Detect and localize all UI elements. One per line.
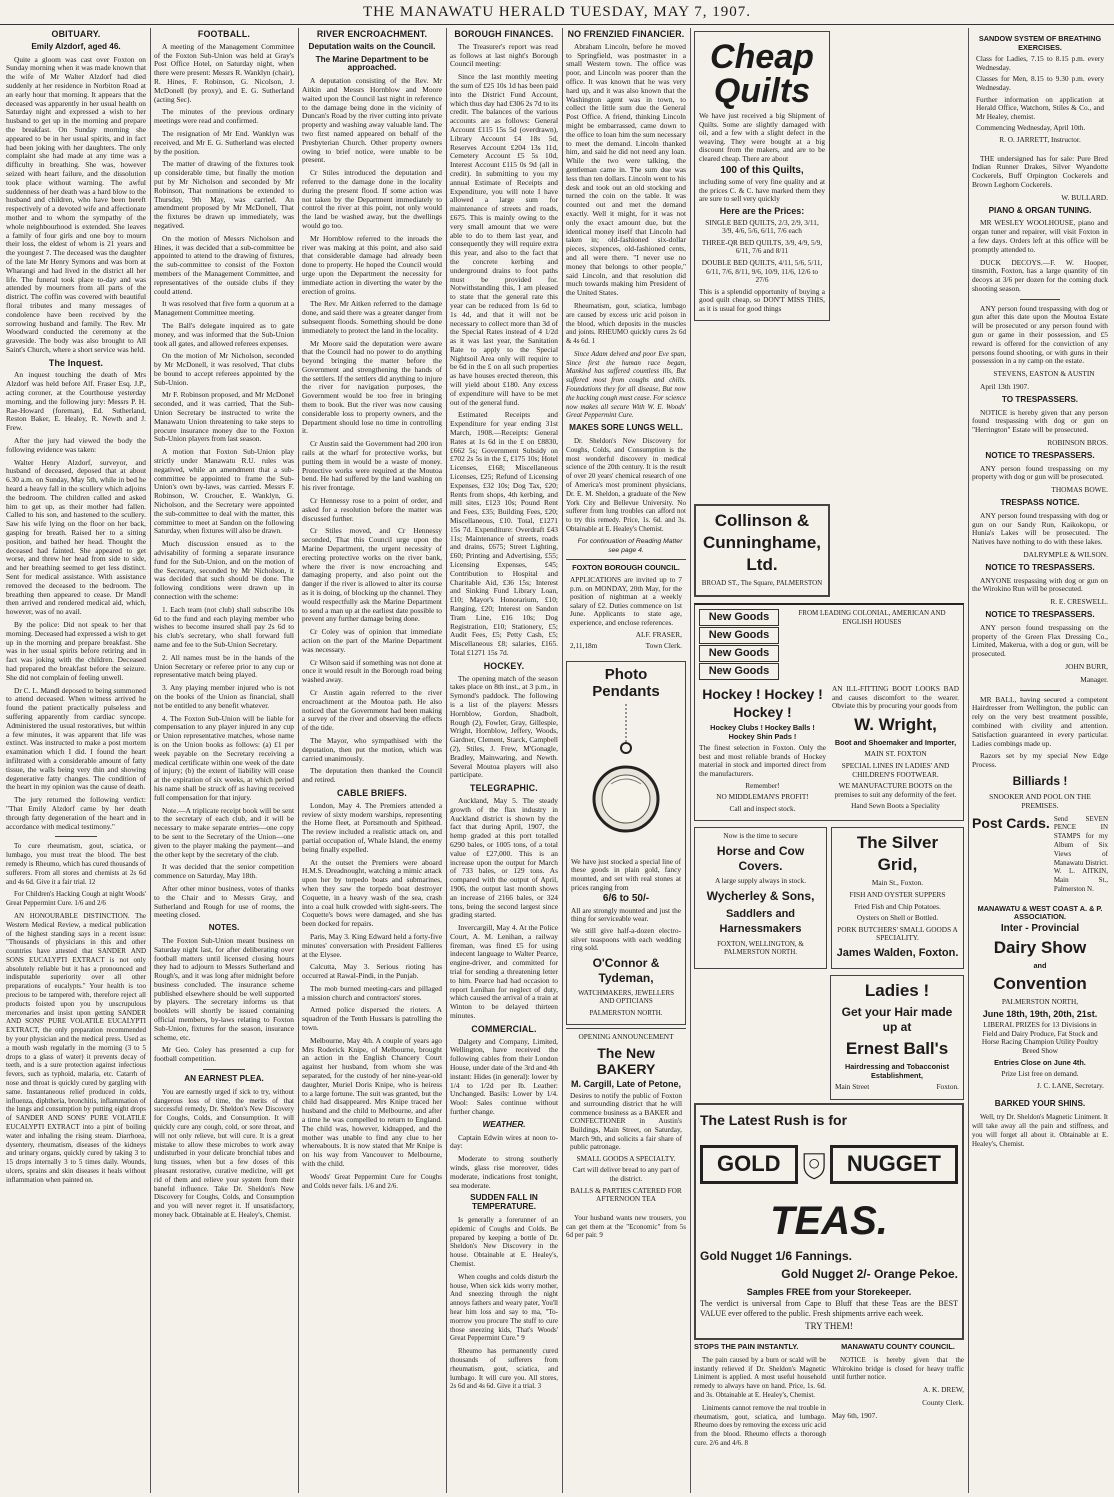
dalrymple-signature: DALRYMPLE & WILSON.: [1023, 550, 1108, 560]
continuation-note: For continuation of Reading Matter see page 4.: [577, 537, 683, 554]
association-title: MANAWATU & WEST COAST A. & P. ASSOCIATION.: [977, 903, 1103, 922]
divider: [203, 1069, 245, 1070]
entries-close: Entries Close on June 4th.: [994, 1057, 1086, 1067]
hockey-text: The opening match of the season takes place on 8th inst., at 3 p.m., in Symond's paddock. The following is a list of the players: Messrs Hornblow, Gordon, Shadbolt, Rough (2), Fowler, Gray, Gillespie, Wright, Hornblow, Jeffery, Woods, Gardner, Clement, Starck, Campbell (2), Stiles, J. Frew, M'Gonagle, Bradley, Mainwaring, and Newth. Several Moutoa players will also participate.: [450, 673, 558, 780]
inquest-text-1: An inquest touching the death of Mrs Alzdorf was held before Alf. Fraser Esq. J.P., acting coroner, at the Courthouse yesterday morning, and the following jury: Messrs P. H. Rae-Howard (foreman), Ed. Sutherland, Reston Baker, E. Healey, R. Newth and J. Frew.: [6, 370, 146, 433]
rheumo-text: Rheumo has permanently cured thousands of sufferers from rheumatism, gout, sciatica, and lumbago. It will cure you. All stores, 2s 6d and 4s 6d. Give it a trial. 3: [450, 1347, 558, 1391]
cable-text-6: Armed police dispersed the rioters. A squadron of the Tenth Hussars is patrolling the town.: [302, 1005, 442, 1033]
gold-box: GOLD: [700, 1145, 798, 1184]
verdict-text: The verdict is universal from Cape to Bluff that these Teas are the BEST VALUE ever offered to the public. Fresh shipments arrive each week.: [700, 1299, 958, 1319]
football-text-11: Much discussion ensued as to the advisability of forming a separate insurance fund for the Sub-Union, and on the motion of the Secretary, seconded by Mr Nicholson, it was decided that such should be done. The following conditions were drawn up in connection with the scheme:: [154, 539, 294, 602]
council-signature: ALF. FRASER,: [635, 629, 682, 639]
prices-single: SINGLE BED QUILTS, 2/3, 2/9, 3/11, 3/9, 4/6, 5/6, 6/11, 7/6 each: [705, 217, 819, 236]
heading-hockey: HOCKEY.: [483, 660, 525, 671]
hair-address: Main Street: [835, 1082, 870, 1092]
photo-price: 6/6 to 50/-: [602, 893, 650, 905]
pain-head: STOPS THE PAIN INSTANTLY.: [694, 1341, 799, 1351]
trespass-green-flax: ANY person found trespassing on the property of the Green Flax Dressing Co., Limited, Makerua, with a dog or gun, will be prosecuted.: [972, 622, 1108, 659]
samples-free: Samples FREE from your Storekeeper.: [746, 1286, 912, 1297]
try-them: TRY THEM!: [805, 1321, 853, 1332]
heading-river: RIVER ENCROACHMENT.: [316, 29, 428, 39]
council-title: FOXTON BOROUGH COUNCIL.: [572, 563, 680, 573]
lungs-text: Dr. Sheldon's New Discovery for Coughs, Colds, and Consumption is the most wonderful discovery in medical science of the 20th century. It is the result of over 20 years' chemical research of one of America's most prominent physicians, Dr. E. M. Sheldon, a graduate of the New York City and Bellevue University. No sufferer from lung troubles can afford not to try this remedy. Price, 1s. 6d. and 3s. Obtainable at E. Healey's Chemist.: [566, 437, 686, 534]
river-text-3: Mr Hornblow referred to the inroads the river was making at this point, and also said that considerable damage had already been done to property. He hoped the Council would urge upon the Department the necessity for immediate action in diverting the water by the erection of groins.: [302, 233, 442, 296]
heading-cable: CABLE BRIEFS.: [336, 787, 408, 798]
heading-inquest: The Inquest.: [48, 357, 104, 368]
shins-text: Well, try Dr. Sheldon's Magnetic Liniment. It will take away all the pain and stiffness, and you will forget all about it. Obtainable at E. Healey's, Chemist.: [972, 1113, 1108, 1148]
no-middleman: NO MIDDLEMAN'S PROFIT!: [716, 792, 809, 802]
notes-text-1: The Foxton Sub-Union meant business on Saturday night last, for after deliberating over football matters until licensed closing hours they had to adjourn to Messrs Sutherland and Rough's, and it was long after midnight before business concluded. The insurance scheme published elsewhere should be well supported by players. The secretary informs us that booklets will shortly be issued containing official members, by-laws relating to Foxton Sub-Union, fixtures for the season, insurance scheme, etc.: [154, 935, 294, 1042]
cable-text-8: Woods' Great Peppermint Cure for Coughs and Colds never fails. 1/6 and 2/6.: [302, 1172, 442, 1190]
heading-telegraphic: TELEGRAPHIC.: [470, 783, 538, 794]
football-text-17: It was decided that the senior competition commence on Saturday, May 18th.: [154, 862, 294, 881]
bakery-small: SMALL GOODS A SPECIALTY.: [576, 1153, 676, 1163]
show-secretary: J. C. LANE, Secretary.: [1036, 1080, 1104, 1090]
obituary-text: Quite a gloom was cast over Foxton on Sunday morning when it was made known that the wife of Mr Walter Alzdorf had died suddenly at her residence in Norbiton Road at an early hour that morning. It appears that the deceased was apparently in her usual health on Saturday night and expressed a wish to her husband to get up in the morning and prepare the breakfast. On Sunday morning she appeared to be in her usual spirits, and in fact had been joking with her daughters. The only complaint she had made at any time was a difficulty in breathing. She was, however seized with heart failure, and the dissolution took place without warning. The awful suddenness of her death was a hard blow to the husband and children, who have been bereft respectively of a devoted wife and affectionate mother and to whom the sympathy of the whole neighbourhood is extended. She leaves a family of four girls and one boy to mourn their loss, the eldest of whom is 21 years and the youngest 7. The deceased was the daughter of the late Mr Henry Symons and was born at Wharangi and had lived in the district all her life. The funeral took place to-day and was attended by mourners from all parts of the district. The coffin was covered with beautiful floral tributes and many messages of condolence have been received by the sorrowing husband and family. The Rev. Mr Woodward conducted the ceremony at the graveside. The body was also brought to All Saint's Church, where a short service was held.: [6, 54, 146, 354]
tele-text-1: Auckland, May 5. The steady growth of the flax industry in Auckland district is shown by the fact that during April, 1907, the hemp graded at this port totalled 6290 bales, or 1005 tons, of a total value of £27,000. This is an increase upon the output for March of 733 bales, or 129 tons. As compared with the output of April, 1906, the output last month shows an increase of 2166 bales, or 324 tons, being the second largest since grading started.: [450, 795, 558, 920]
photo-title: Photo Pendants: [592, 665, 660, 700]
duck-decoys: DUCK DECOYS.—F. W. Hooper, tinsmith, Foxton, has a large quantity of tin decoys at 3/6 per dozen for the coming duck shooting season.: [972, 257, 1108, 293]
cable-text-4: Calcutta, May 3. Serious rioting has occurred at Rawal-Pindi, in the Punjab.: [302, 962, 442, 981]
bowe-signature: THOMAS BOWE.: [1051, 485, 1108, 495]
photo-text-3: We still give half-a-dozen electro-silver teaspoons with each wedding ring sold.: [571, 925, 681, 953]
burr-signature: JOHN BURR,: [1065, 661, 1108, 671]
river-text-5: Mr Moore said the deputation were aware that the Council had no power to do anything beyond bringing the matter before the Government and strengthening the hands of the settlers. If the settlers did anything to injure the river for navigation purposes, the Government would be too free in bringing them to book. But the river was now causing considerable loss to property owners, and the Department should lose no time in controlling it.: [302, 338, 442, 436]
fish-suppers: FISH AND OYSTER SUPPERS: [849, 890, 946, 899]
county-date: May 6th, 1907.: [832, 1410, 878, 1420]
trespass-herrington: NOTICE is hereby given that any person found trespassing with dog or gun on "Herrington" Estate will be prosecuted.: [972, 407, 1108, 435]
inquest-text-3: Walter Henry Alzdorf, surveyor, and husband of deceased, deposed that at about 6.30 a.m. on Sunday, May 5th, while in bed he heard a heavy fall in the scullery which adjoins the bedroom. The children called and asked him to get up, as their mother had fallen. Called to his son, and hastened to the scullery. Saw his wife lying on the floor on her back, gasping for breath. Raised her to a sitting position, and bathed her head. Thought the deceased had fainted. She appeared to get worse, and threw her head from side to side, and her breathing seemed to get less distinct. Sent for medical assistance. With assistance removed the deceased to the bedroom. The breathing then appeared to cease. Dr Mandl then arrived and rendered medical aid, which, however, was of no avail.: [6, 457, 146, 617]
football-text-15: 4. The Foxton Sub-Union will be liable for compensation to any player injured in any cup or Union representative matches, whose name is on the Union books as follows: (a) £1 per week payable on the Secretary receiving a medical certificate within one week of the date of injury; (b) the extent of liability will cease at the expiration of six weeks, at which period his name shall be struck off as having received full compensation for that injury.: [154, 713, 294, 802]
commercial-text: Dalgety and Company, Limited, Wellington, have received the following cables from their London House, under date of the 3rd and 4th instant: Hides (in general): lower by 1/4 to 1/2d per lb. Leather: Unchanged. Basils: Lower by 1/4. Wool: Sales continue without further change.: [450, 1036, 558, 1117]
heading-obituary: OBITUARY.: [51, 29, 101, 39]
sandow-men: Classes for Men, 8.15 to 9.30 p.m. every Wednesday.: [976, 74, 1104, 92]
plea-text: You are earnestly urged if sick to try, without dangerous loss of time, the merits of that successful remedy, Dr. Sheldon's New Discovery for Coughs, Colds, and Consumption. It will quickly cure any cough, cold, or sore throat, and will not only relieve, but will cure. It is a great mistake to allow these microbes to work away undisturbed in your delicate bronchial tubes and lung tissues, when but a few doses of this pleasant restorative, curative medicine, will get rid of them and relieve your system from their baneful influence. Take Dr. Sheldon's New Discovery for Coughs, Colds, and Consumption and you will never regret it. If unsatisfactory, money back. Obtainable at E. Healey's, Chemist.: [154, 1087, 294, 1220]
river-text-10: Cr Wilson said if something was not done at once it would result in the Borough road being washed away.: [302, 657, 442, 685]
cable-text-5: The mob burned meeting-cars and pillaged a mission church and contractors' stores.: [302, 983, 442, 1002]
river-text-9: Cr Coley was of opinion that immediate action on the part of the Marine Department was necessary.: [302, 627, 442, 654]
watchmaker-name: O'Connor & Tydeman,: [592, 955, 660, 985]
poultry-sale: THE undersigned has for sale: Pure Bred Indian Runner Drakes, Silver Wyandotte Cockerels, Buff Orpington Cockerels and Brown Leghorn Cockerels.: [972, 153, 1108, 189]
cable-text-3: Paris, May 3. King Edward held a forty-five minutes' conversation with President Fallieres at the Elysee.: [302, 931, 442, 959]
football-text-5: On the motion of Messrs Nicholson and Hines, it was decided that a sub-committee be appointed to attend to the drawing of fixtures, the sub-committee to consist of the Foxton members of the Management Committee, and representatives of the outside clubs if they could attend.: [154, 233, 294, 296]
trespass-moutoa: ANY person found trespassing with dog or gun after this date upon the Moutoa Estate will be prosecuted or any person found with gun or game in their possession, and £5 reward is offered for the conviction of any persons found shooting, or with guns in their possession in a ny camp on the estate.: [972, 303, 1108, 366]
column-adverts: [694, 28, 964, 1493]
hand-sewn: Hand Sewn Boots a Speciality: [851, 801, 940, 811]
horse-pre: Now is the time to secure: [723, 831, 798, 841]
silver-grid-name: The Silver Grid,: [856, 833, 939, 875]
column-notices: [972, 28, 1108, 1493]
bakery-cart: Cart will deliver bread to any part of the district.: [572, 1165, 680, 1184]
hair-footer: [835, 1083, 959, 1092]
heading-to-trespassers: TO TRESPASSERS.: [1001, 394, 1079, 404]
remember: Remember!: [745, 780, 780, 790]
rheumo-ad: To cure rheumatism, gout, sciatica, or lumbago, you must treat the blood. The best remedy is Rheumo, which has cured thousands of sufferers. From all stores and chemists at 2s 6d and 4s 6d. Give it a fair trial. 12: [6, 842, 146, 886]
heading-commercial: COMMERCIAL.: [471, 1023, 537, 1034]
council-clerk: Town Clerk.: [645, 641, 682, 651]
gold-nugget-ad: [694, 1103, 964, 1340]
wycherley-address: FOXTON, WELLINGTON, & PALMERSTON NORTH.: [717, 939, 804, 957]
bakery-name: M. Cargill, Late of Petone,: [570, 1079, 681, 1090]
football-text-16: Note.—A triplicate receipt book will be sent to the secretary of each club, and it will be necessary to make separate entries—one copy to be sent to the Secretary of the Union—one given to the player making the payment—and the other kept by the secretary of the club.: [154, 805, 294, 859]
quilts-count: 100 of this Quilts,: [720, 164, 804, 176]
bakery-balls: BALLS & PARTIES CATERED FOR AFTERNOON TEA: [570, 1185, 682, 1204]
watchmaker-trade: WATCHMAKERS, JEWELLERS AND OPTICIANS: [577, 988, 675, 1006]
borough-text-1: The Treasurer's report was read as follows at last night's Borough Council meeting:: [450, 41, 558, 69]
wright-address: MAIN ST. FOXTON: [864, 749, 927, 759]
bakery-ad: [566, 1028, 686, 1210]
boot-text: AN ILL-FITTING BOOT LOOKS BAD and causes discomfort to the wearer. Obviate this by procuring your goods from: [832, 684, 959, 711]
council-date: 2,11,18m: [570, 641, 598, 651]
trousers-ad: Your husband wants new trousers, you can get them at the "Economic" from 5s 6d per pair. 9: [566, 1213, 686, 1240]
photo-pendants-ad: [566, 661, 686, 1026]
heading-sudden-fall: SUDDEN FALL IN TEMPERATURE.: [470, 1193, 538, 1212]
wright-ad: [694, 603, 964, 821]
heading-piano: PIANO & ORGAN TUNING.: [988, 205, 1092, 215]
inquest-text-5: Dr C. L. Mandl deposed to being summoned to attend deceased. When witness arrived he found the patient practically pulseless and suffering apparently from cardiac syncope. Administered the usual restoratives, but within a few minutes, it was apparent that life was extinct. Was instructed to make a post mortem examination which I did. I found the heart infiltrated with a considerable amount of fatty tissue, the walls being very thin and showing degenerative fatty changes. The condition of the heart in my opinion was the cause of death.: [6, 685, 146, 792]
piano-text: MR WESLEY WOOLHOUSE, piano and organ tuner and repairer, will visit Foxton in a few days. Orders left at this office will be promptly attended to.: [972, 218, 1108, 254]
silver-grid-ad: [831, 827, 964, 969]
county-title: MANAWATU COUNTY COUNCIL.: [841, 1341, 955, 1351]
wright-name: W. Wright,: [854, 714, 937, 734]
nugget-box: NUGGET: [830, 1145, 958, 1184]
heading-lungs: MAKES SORE LUNGS WELL.: [569, 423, 683, 433]
council-ad: [566, 559, 686, 657]
river-text-2: Cr Stiles introduced the deputation and referred to the damage done in the locality during the present flood. If some action was not taken by the Department immediately to control the river at this point, not only would the land be washed away, but the dwellings would go too.: [302, 168, 442, 230]
fish-sub: Fried Fish and Chip Potatoes.: [854, 901, 941, 911]
watchmaker-place: PALMERSTON NORTH.: [589, 1008, 663, 1017]
razors-text: Razors set by my special New Edge Process.: [972, 751, 1108, 770]
county-signature: A. K. DREW,: [923, 1385, 964, 1395]
creswell-signature: R. E. CRESWELL.: [1050, 597, 1108, 607]
snooker-text: SNOOKER AND POOL ON THE PREMISES.: [989, 791, 1091, 810]
inquest-text-4: By the police: Did not speak to her that morning. Deceased had expressed a wish to get up in the morning and prepare breakfast. She was in her usual spirits before retiring and in fact was joking with the children. Deceased had prepared the breakfast before the seizure. She did not complain of feeling unwell.: [6, 620, 146, 682]
convention: Convention: [993, 974, 1087, 994]
prices-three: THREE-QR BED QUILTS, 3/9, 4/9, 5/9, 6/11, 7/6 and 8/11: [701, 237, 823, 256]
borough-text-3: Estimated Receipts and Expenditure for year ending 31st March, 1908.—Receipts: General Rates at 1s 6d in the £ on £8830, £662 5s; Government Subsidy on £702 2s 5s in the £, £175 10s; Hotel Licenses, £168; Miscellaneous Licenses, £25; Refund of Licensing Expenses, £32 10s; Dog Tax, £20; Rents from shops, 4th kerbing, and mill sites, £123 10s; Pound Rent and Fees, £35; Building Fees, £20; Miscellaneous, £10. Total, £1271 15s 7d. Expenditure: Overdraft £43 11s; Maintenance of streets, roads and drains, £675; Street Lighting, £60; Printing and Advertising, £55; Licensing Expenses, £45; Contribution to Hospital and Charitable Aid, £36 15s; Interest and Sinking Fund Library Loan, £10; Mayor's Honorarium, £10; Ranging, £20; Interest on Sandon Tram Line, £16 10s; Dog Registration, £10; Stationery, £5; Audit Fees, £5; Petty Cash, £5; Miscellaneous £8; salaries, £165. Total £1271 15s 7d.: [450, 410, 558, 657]
trespass-dalrymple: ANY person found trespassing with dog or gun on our Sandy Run, Kaikokopu, or Hunia's Lakes will be prosecuted. The Natives have nothing to do with these lakes.: [972, 510, 1108, 547]
ladies-headline: Ladies !: [864, 980, 930, 1000]
column-borough: [450, 28, 558, 1493]
football-text-12: 1. Each team (not club) shall subscribe 10s 6d to the fund and each playing member who wishes to become insured shall pay 2s 6d to his club's secretary, who shall forward full name and fee to the Sub-Union Secretary.: [154, 604, 294, 649]
fannings: Gold Nugget 1/6 Fannings.: [700, 1248, 853, 1263]
sandow-info: Further information on application at Herald Office, Watchorn, Stiles & Co., and Mr Healey, chemist.: [976, 94, 1104, 121]
cable-text-7: Melbourne, May 4th. A couple of years ago Mrs Roderick Knipe, of Melbourne, brought an action in the English Chancery Court against her husband, from whom she was separated, for the custody of her nine-year-old daughter, Muriel Doris Knipe, who is heiress to a large fortune. The suit was granted, but the child had disappeared. Mrs Knipe traced her husband and the child to Melbourne, and after a time he was compelled to return to England. The child was, however, kidnapped, and the mother was unable to find any clue to her whereabouts. It is now stated that Mr Knipe is on his way from Vancouver to Melbourne, with the child.: [302, 1035, 442, 1169]
collinson-address: BROAD ST., The Square, PALMERSTON: [701, 579, 823, 588]
football-text-1: A meeting of the Management Committee of the Foxton Sub-Union was held at Gray's Post Office Hotel, on Saturday night, when there were present: Messrs R. Wanklyn (chair), R. Hines, F. Robinson, G. Nicolson, J. McDonell (by proxy), and E. G. Sutherland (acting Sec).: [154, 41, 294, 104]
walden-name: James Walden, Foxton.: [836, 946, 959, 959]
inquest-verdict: The jury returned the following verdict: "That Emily Alzdorf came by her death through fatty degeneration of the heart and in accordance with medical testimony.": [6, 795, 146, 831]
heading-shins: BARKED YOUR SHINS.: [994, 1099, 1086, 1109]
county-clerk: County Clerk.: [922, 1397, 964, 1407]
new-goods-label: New Goods: [699, 609, 779, 626]
special-lines: SPECIAL LINES IN LADIES' AND CHILDREN'S FOOTWEAR.: [841, 761, 950, 779]
collinson-name: Collinson & Cunninghame, Ltd.: [702, 511, 822, 575]
silver-grid-address: Main St., Foxton.: [871, 878, 924, 888]
council-text: APPLICATIONS are invited up to 7 p.m. on MONDAY, 20th May, for the position of nightman at a weekly salary of £2. Duties commence on 1st June. Applicants to state age, experience, and enclose references.: [570, 575, 682, 627]
notes-text-2: Mr Geo. Coley has presented a cup for football competition.: [154, 1045, 294, 1064]
wycherley-ad: [694, 827, 827, 969]
inter-provincial: Inter - Provincial: [1000, 922, 1080, 934]
show-dates: June 18th, 19th, 20th, 21st.: [982, 1008, 1098, 1019]
adam-poem: Since Adam delved and poor Eve span, Since first the human race began, Mankind has suffered countless ills, But suffered most from coughs and chills. Foundations they for all disease, But now the hacking cough must cease. For science now makes all secure With W. E. Woods' Great Peppermint Cure.: [566, 349, 686, 420]
divider: [1020, 690, 1061, 691]
and-text: and: [1033, 960, 1047, 970]
county-text: NOTICE is hereby given that the Whirokino bridge is closed for heavy traffic until further notice.: [832, 1355, 964, 1382]
trespass-bowe: ANY person found trespassing on my property with dog or gun will be prosecuted.: [972, 463, 1108, 482]
divider: [1020, 299, 1061, 300]
rheumo-text: Rheumatism, gout, sciatica, lumbago are caused by excess uric acid poison in the blood, which deposits in the muscles and joints. RHEUMO quickly cures 2s 6d & 4s 6d. 1: [566, 301, 686, 346]
heading-marine: The Marine Department to be approached.: [315, 54, 429, 73]
quilts-ad: [694, 31, 830, 321]
wycherley-sub: Saddlers and Harnessmakers: [719, 907, 802, 935]
wright-sub: Boot and Shoemaker and Importer,: [834, 737, 957, 747]
river-text-4: The Rev. Mr Aitken referred to the damage done, and said there was a greater danger from subsequent floods. Something should be done immediately to protect the land in the locality.: [302, 299, 442, 335]
pork-butchers: PORK BUTCHERS' SMALL GOODS A SPECIALITY.: [837, 924, 958, 943]
sudden-fall-text: Is generally a forerunner of an epidemic of Coughs and Colds. Be prepared by keeping a bottle of Dr. Sheldon's New Discovery in the house. Obtainable at E. Healey's, Chemist.: [450, 1216, 558, 1268]
football-text-8: On the motion of Mr Nicholson, seconded by Mr McDonell, it was resolved, That clubs be bound to accept referees appointed by the Sub-Union.: [154, 351, 294, 387]
trespass-moutoa-date: April 13th 1907.: [980, 382, 1030, 392]
heading-weather: WEATHER.: [482, 1119, 526, 1129]
trespass-moutoa-signature: STEVENS, EASTON & AUSTIN: [993, 369, 1095, 379]
wycherley-name: Wycherley & Sons,: [706, 888, 815, 903]
liniment-text: Liniments cannot remove the real trouble in rheumatism, gout, sciatica, and lumbago. Rheumo does by removing the excess uric acid from the blood. Rheumo effects a thorough cure. 2/6 and 4/6. 8: [694, 1403, 826, 1447]
football-text-18: After other minor business, votes of thanks to the Chair and to Messrs Gray, and Sutherland and Rough for use of rooms, the meeting closed.: [154, 883, 294, 920]
heading-borough: BOROUGH FINANCES.: [454, 29, 554, 39]
new-goods-stack: [699, 609, 779, 681]
football-text-7: The Ball's delegate inquired as to gate money, and was informed that the Sub-Union took all gates, and allowed referees expenses.: [154, 320, 294, 348]
bakery-text: Desires to notify the public of Foxton and surrounding district that he will commence business as a BAKER and CONFECTIONER in Austin's Buildings, Main Street, on Saturday, March 9th, and solicits a fair share of public patronage.: [570, 1090, 682, 1152]
column-rule: [562, 28, 563, 1493]
ernest-ball-name: Ernest Ball's: [845, 1038, 949, 1058]
football-text-13: 2. All names must be in the hands of the Union Secretary or referee prior to any cup or representative match being played.: [154, 652, 294, 680]
billiards-headline: Billiards !: [1012, 773, 1068, 788]
column-rule: [446, 28, 447, 1493]
hair-town: Foxton.: [936, 1082, 959, 1092]
river-text-11: Cr Austin again referred to the river encroachment at the Moutoa path. He also noticed that the Government had been making a survey of the river and observing the effects of the tide.: [302, 687, 442, 733]
borough-text-2: Since the last monthly meeting the sum of £25 10s 1d has been paid into the District Fund Account, which thus day had £306 2s 7d to its credit. The balances of the various accounts are as follows: General Account £115 15s 5d (overdrawn), Library Account £4 18s 5d, Reserves Account £204 13s 11d, Cemetery Account £5 5s 10d, Interest Account £115 0s 9d (all in credit). In submitting to you my annual Estimate of Receipts and Expenditure, you will note I have allowed a large sum for maintenance of streets and roads, £675. This is mainly owing to the very small amount that we were able to do to them last year, and consequently they will require extra this year, and also to the fact that the concrete kerbing and underground drains to foot paths must be provided for. Notwithstanding this, I am pleased to state that the general rate this year can be reduced from 1s 6d to 1s 4d, and that it will not be necessary to collect more than 3d of the Special Rates instead of 4 1/2d as it was last year, the Sanitation Rate to apply to the Special Nightsoil Area only will require to be 6d in the £ on all such properties as have houses erected thereon, this will yield about £180. Any excess of expenditure will have to be met out of the general fund.: [450, 72, 558, 407]
heading-frenzied: NO FRENZIED FINANCIER.: [567, 29, 685, 39]
peppermint-ad: For Children's Hacking Cough at night Woods' Great Peppermint Cure. 1/6 and 2/6: [6, 890, 146, 908]
river-text-7: Cr Hennessy rose to a point of order, and asked for a resolution before the matter was discussed further.: [302, 496, 442, 523]
river-text-1: A deputation consisting of the Rev. Mr Aitkin and Messrs Hornblow and Moore waited upon the Council last night in reference to the damage being done in the vicinity of Duncan's Road by the river cutting into private property and washing away valuable land. The two first named appeared on behalf of the Presbyterian Church. Other property owners owing to brief notice, were unable to be present.: [302, 76, 442, 165]
column-river: [302, 28, 442, 1493]
column-rule: [690, 28, 691, 1493]
trespass-wirokino: ANYONE trespassing with dog or gun on the Wirokino Run will be prosecuted.: [972, 575, 1108, 594]
sandow-ad: [972, 31, 1108, 152]
latest-rush: The Latest Rush is for: [700, 1111, 848, 1128]
heading-plea: AN EARNEST PLEA.: [184, 1074, 264, 1084]
sandow-title: SANDOW SYSTEM OF BREATHING EXERCISES.: [978, 34, 1102, 52]
hair-text: Get your Hair made up at: [841, 1004, 953, 1034]
pain-text: The pain caused by a burn or scald will be instantly relieved if Dr. Sheldon's Magnetic Liniment is applied. A most useful household remedy to always have on hand. Price, 1s. 6d. and 3s. Obtainable at E. Healey's, Chemist.: [694, 1355, 826, 1399]
heading-football: FOOTBALL.: [197, 29, 251, 39]
newspaper-columns: [6, 28, 1108, 1493]
coat-of-arms-icon: [798, 1141, 830, 1189]
postcards-headline: Post Cards.: [972, 814, 1050, 831]
sandow-commencing: Commencing Wednesday, April 10th.: [976, 123, 1086, 133]
prices-head: Here are the Prices:: [719, 205, 805, 216]
quilts-text: We have just received a big Shipment of Quilts. Some are slightly damaged with oil, and a few with a slight defect in the weaving. They were bought at a big discount from the makers, and are to be cleared cheap. There are about: [699, 111, 825, 163]
postcards-text: Send SEVEN PENCE IN STAMPS for my Album of Six Views of Manawatu District. W. L. AITKIN, Main St., Palmerston N.: [1053, 814, 1108, 893]
heading-deputation: Deputation waits on the Council.: [308, 41, 436, 51]
bullard-signature: W. BULLARD.: [1061, 192, 1108, 202]
river-text-12: The Mayor, who sympathised with the deputation, then put the motion, which was carried unanimously.: [302, 735, 442, 763]
masthead: THE MANAWATU HERALD TUESDAY, MAY 7, 1907.: [0, 0, 1114, 25]
new-goods-label: New Goods: [699, 663, 779, 680]
quilts-text-2: including some of very fine quality and at the prices C. & C. have marked them they are sure to sell very quickly: [699, 177, 825, 204]
cable-text-1: London, May 4. The Premiers attended a review of sixty modern warships, representing the Home fleet, at Portsmouth and Spithead. The review included a realistic attack on, and partial occupation of, Whale Island, the enemy being finally expelled.: [302, 800, 442, 854]
bakery-pre: OPENING ANNOUNCEMENT: [578, 1032, 674, 1042]
football-text-2: The minutes of the previous ordinary meetings were read and confirmed.: [154, 107, 294, 126]
from-leading: FROM LEADING COLONIAL, AMERICAN AND ENGLISH HOUSES: [798, 609, 946, 626]
heading-notice-trespassers-3: NOTICE TO TRESPASSERS.: [985, 610, 1095, 619]
heading-notice-trespassers: NOTICE TO TRESPASSERS.: [985, 450, 1095, 460]
heading-notice-trespassers-2: NOTICE TO TRESPASSERS.: [985, 562, 1095, 572]
football-text-4: The matter of drawing of the fixtures took up considerable time, but finally the motion put by Mr Nicholson and seconded by Mr Robinson, That nominations be extended to Thursday, 9th May, was carried. An amendment proposed by Mr McDonell, That the fixtures be drawn up immediately, was negatived.: [154, 159, 294, 230]
hair-ad: [830, 975, 964, 1100]
football-text-10: A motion that Foxton Sub-Union play strictly under Manawatu R.U. rules was negatived, while an amendment that a sub-committee be appointed to frame the Sub-Union's own by-laws, was carried. Messrs F. Robinson, W. Croucher, E. Wanklyn, G. Nicholson, and the Secretary were appointed the sub-committee to deal with the matter, this committee to meet at Sandon on the following Saturday, when fixtures will also be drawn.: [154, 447, 294, 536]
weather-text-1: Captain Edwin wires at noon to-day:: [450, 1132, 558, 1151]
horse-sub: A large supply always in stock.: [714, 876, 807, 885]
orange-pekoe: Gold Nugget 2/- Orange Pekoe.: [781, 1266, 958, 1281]
horse-covers: Horse and Cow Covers.: [716, 844, 805, 873]
column-rule: [298, 28, 299, 1493]
river-text-13: The deputation then thanked the Council and retired.: [302, 766, 442, 785]
inquest-text-2: After the jury had viewed the body the following evidence was taken:: [6, 436, 146, 454]
palmerston: PALMERSTON NORTH,: [1001, 997, 1079, 1007]
river-text-6: Cr Austin said the Government had 200 iron rails at the wharf for protective works, but putting them in would be a waste of money. Protective works were required at the Moutoa bend. He had suffered by the land washing on his river frontage.: [302, 439, 442, 493]
hockey-clubs: Hockey Clubs ! Hockey Balls ! Hockey Shin Pads !: [710, 723, 815, 741]
teas-headline: TEAS.: [770, 1198, 888, 1243]
new-goods-label: New Goods: [699, 645, 779, 662]
poem-text: When coughs and colds disturb the house, When sick kids worry mother, And sneezing through the night annoys fathers and weary pater, You'll hear him loss and say to ma, "To-morrow you procure The stuff to cure those sneezing kids, That's Woods' Great Peppermint Cure." 9: [450, 1272, 558, 1343]
gold-nugget-row: [700, 1141, 958, 1189]
eucalypti-ad: AN HONOURABLE DISTINCTION. The Western Medical Review, a medical publication of the highest standing says in a recent issue: "Thousands of physicians in this and other countries have attested that SANDER AND SONS EUCALYPTI EXTRACT is not only absolutely reliable but it has a pronounced and indisputable superiority over all other preparations of eucalypts." Your health is too precious to be tampered with, therefore reject all products foisted upon you by unscrupulous mercenaries and insist upon getting SANDER AND SONS' PURE VOLATILE EUCALYPTI EXTRACT, the only preparation recommended by your physician and the medical press. Used as a mouth wash regularly in the morning (3 to 5 drops to a glass of water) it prevents decay of teeth, and is a sure protection against infectious fevers, such as typhoid, malaria, etc. Catarrh of nose and throat is quickly cured by gargling with same. Instantaneous relief produced in colds, influenza, diphtheria, bronchitis, inflammation of the lungs and consumption by putting eight drops of SANDER AND SONS' PURE VOLATILE EUCALYPTI EXTRACT into a pint of boiling water and inhaling the rising steam. Diarrhoea, dysentery, rheumatism, diseases of the kidneys and urinary organs, quickly cured by taking 3 to 15 drops internally 3 to 5 times daily. Wounds, ulcers, sprains and skin diseases it heals without inflammation when painted on.: [6, 911, 146, 1184]
heading-trespass-notice: TRESPASS NOTICE.: [1000, 498, 1080, 508]
football-text-3: The resignation of Mr End. Wanklyn was received, and Mr E. G. Sutherland was elected by the position.: [154, 128, 294, 156]
sandow-ladies: Class for Ladies, 7.15 to 8.15 p.m. every Wednesday.: [976, 54, 1104, 72]
quilts-text-3: This is a splendid opportunity of buying a good quilt cheap, so DON'T MISS THIS, as it is usual for good things: [699, 286, 825, 313]
pendant-illustration: [591, 704, 661, 854]
cheap-quilts-title: Cheap Quilts: [710, 38, 814, 110]
hair-sub: Hairdressing and Tobacconist Establishment,: [844, 1061, 950, 1080]
lincoln-text: Abraham Lincoln, before he moved to Springfield, was postmaster in a small Western town. The office was poor, and Lincoln was poorer than the office. It was known that he was very hard up, and it was also known that the Washington agent was in town, to collect the little sum due the General Post Office. A friend, thinking Lincoln might be embarrassed, came down to the office to loan him the sum necessary to meet the demand. Lincoln thanked him, and said he did not need any loan. While the two were talking, the gentleman came in. The sum due was less than ten dollars. Lincoln went to his desk and took out an old stocking and turned the coin on the table. It was counted out and met the demand exactly. Well it might, for it was not only the exact amount due, but the identical money itself that Lincoln had taken in; old-fashioned six-dollar pieces, sixpences, old-fashioned cents, and all were there. "I never use no money that belongs to other people," said Lincoln, and that resolution did much towards making him President of the United States.: [566, 41, 686, 298]
collinson-ad: [694, 504, 830, 597]
football-text-14: 3. Any playing member injured who is not on the books of the Union as financial, shall not be entitled to any benefit whatever.: [154, 683, 294, 710]
manufacture-text: WE MANUFACTURE BOOTS on the premises to suit any deformity of the feet.: [834, 781, 957, 799]
bakery-title: The New BAKERY: [596, 1045, 656, 1078]
hockey-ad-text: The finest selection in Foxton. Only the best and most reliable brands of Hockey material in stock and imported direct from the manufacturers.: [699, 743, 826, 779]
council-footer: [570, 642, 682, 651]
weather-text-2: Moderate to strong southerly winds, glass rise moreover, tides moderate, indications frost tonight, sea moderate.: [450, 1154, 558, 1190]
photo-text: We have just stocked a special line of these goods in plain gold, fancy mounted, and set with real stones at prices ranging from: [571, 856, 681, 892]
ball-hairdresser: MR BALL, having secured a competent Hairdresser from Wellington, the public can rely on the very best treatment possible, combined with civility and attention. Satisfaction guaranteed in every particular. Ladies combings made up.: [972, 694, 1108, 748]
dairy-show-ad: [972, 901, 1108, 1098]
heading-notes: NOTES.: [208, 923, 240, 933]
heading-emily: Emily Alzdorf, aged 46.: [31, 41, 121, 51]
football-text-9: Mr F. Robinson proposed, and Mr McDonel seconded, and it was carried, That the Sub-Union Secretary be instructed to write the Manawatu Union threatening to take steps to procure insurance money due to the Foxton Sub-Union players from last season.: [154, 390, 294, 444]
photo-text-2: All are strongly mounted and just the thing for serviceable wear.: [571, 905, 681, 924]
tele-text-2: Invercargill, May 4. At the Police Court, A. M. Lenihan, a railway fireman, was fined £5 for using indecent language to Walter Pearce, engine-driver, and committed for trial for sending a threatening letter to him. Pearce had had occasion to report Lenihan for neglect of duty, which caused the arrival of a train at Winton to be delayed thirteen minutes.: [450, 923, 558, 1021]
dairy-show: Dairy Show: [993, 937, 1087, 957]
river-text-8: Cr Stiles moved, and Cr Hennessy seconded, That this Council urge upon the Marine Department, the urgent necessity of erecting protective works on the river bank, where the river is now encroaching and damaging property, and also point out the danger if the river is allowed to alter its course as it is doing, of blocking up the channel. They would respectfully ask the Marine Department to send a man up at the earliest date possible to prevent any further damage being done.: [302, 526, 442, 624]
cable-text-2: At the outset the Premiers were aboard H.M.S. Dreadnought, watching a mimic attack upon her by torpedo boats and submarines, when they saw the torpedo boat destroyer Coquette, in a heavy wash of the sea, crash into a coal hulk crowded with sight-seers. The Coquette's bows were damaged, and she has been docked for repairs.: [302, 857, 442, 929]
column-rule: [968, 28, 969, 1493]
football-text-6: It was resolved that five form a quorum at a Management Committee meeting.: [154, 299, 294, 318]
prize-list: Prize List free on demand.: [1001, 1069, 1079, 1079]
column-obituary: [6, 28, 146, 1493]
column-frenzied: [566, 28, 686, 1493]
robinson-signature: ROBINSON BROS.: [1047, 438, 1108, 448]
burr-role: Manager.: [1080, 674, 1108, 684]
column-football: [154, 28, 294, 1493]
hockey-headline: Hockey ! Hockey ! Hockey !: [702, 686, 823, 721]
divider: [55, 836, 97, 837]
column-rule: [150, 28, 151, 1493]
liberal-prizes: LIBERAL PRIZES for 13 Divisions in Field and Dairy Produce, Fat Stock and Horse Racing Champion Utility Poultry Breed Show: [981, 1020, 1099, 1056]
sandow-signature: R. O. JARRETT, Instructor.: [999, 134, 1081, 144]
new-goods-label: New Goods: [699, 627, 779, 644]
prices-double: DOUBLE BED QUILTS, 4/11, 5/6, 5/11, 6/11, 7/6, 8/11, 9/6, 10/9, 11/6, 12/6 to 27/6: [701, 257, 823, 285]
call-inspect: Call and inspect stock.: [729, 803, 796, 813]
oysters: Oysters on Shell or Bottled.: [856, 913, 939, 923]
